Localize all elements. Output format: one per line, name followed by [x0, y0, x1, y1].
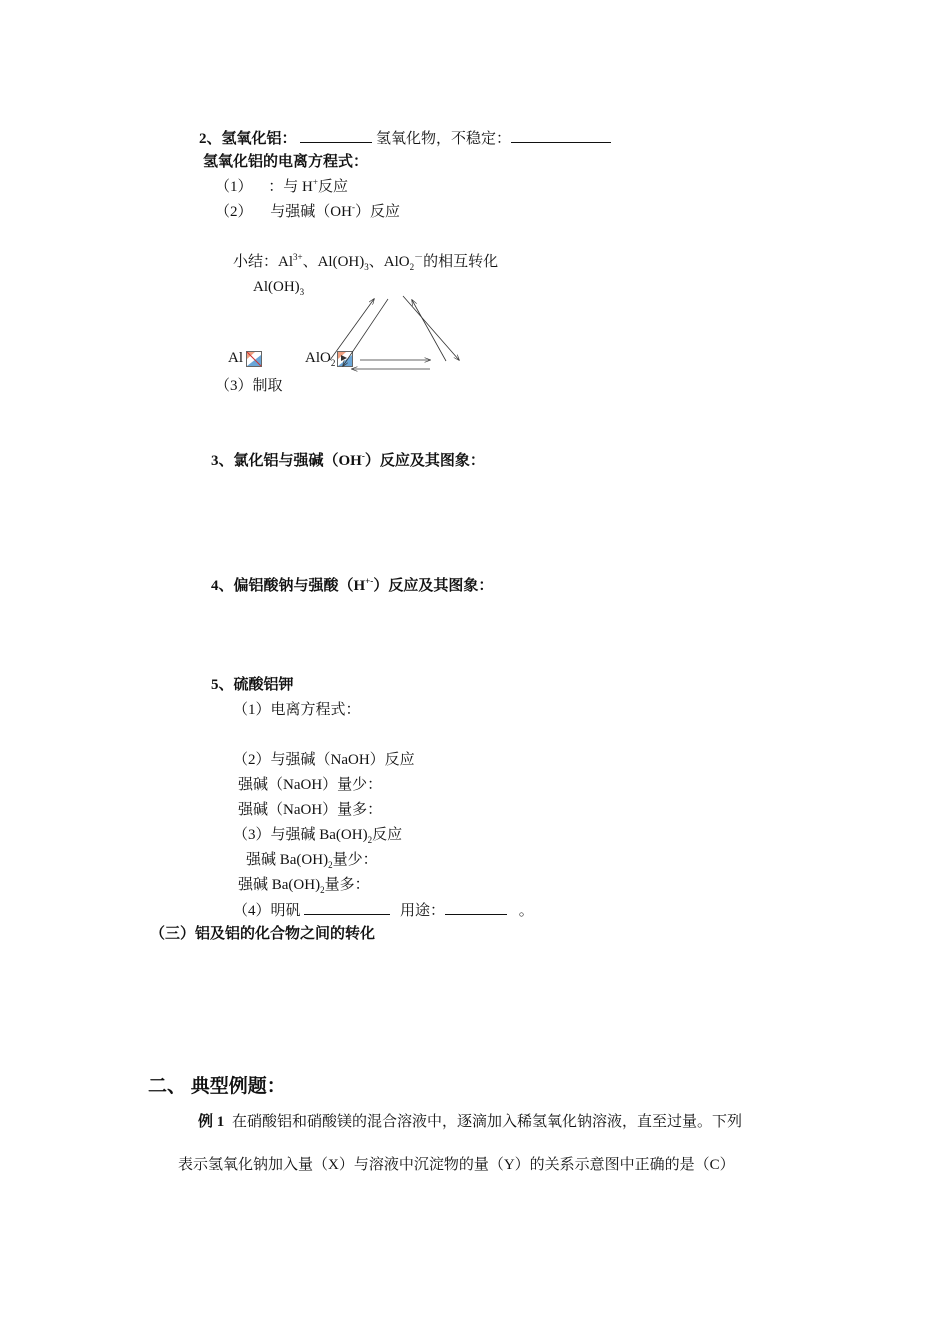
subscript: 2 [330, 358, 336, 368]
item-1-tail: 反应 [317, 179, 348, 195]
section-three-heading: （三）铝及铝的化合物之间的转化 [150, 926, 376, 942]
s5-line-8 [233, 900, 534, 920]
summary-prefix: 小结：Al [233, 254, 294, 270]
subscript: 2 [367, 835, 373, 845]
s5-line-8-mid: 用途： [400, 903, 446, 919]
conversion-arrows [0, 0, 950, 420]
summary-text: 、AlO [368, 254, 410, 270]
blank-field[interactable] [445, 900, 507, 915]
s5-line-7-text: 强碱 Ba(OH) [238, 877, 321, 893]
item-1-number: （1） [215, 179, 253, 195]
s5-line-6-tail: 量少： [332, 852, 378, 868]
superscript: － [414, 252, 424, 262]
s5-line-5-text: （3）与强碱 Ba(OH) [233, 827, 368, 843]
section-3-heading [211, 452, 485, 470]
s5-line-7-tail: 量多： [324, 877, 370, 893]
s5-line-7 [238, 876, 370, 894]
arrow-alo2-to-aloh3 [412, 300, 446, 361]
s5-line-1: （1）电离方程式： [233, 702, 361, 718]
summary-text: 、Al(OH) [302, 254, 365, 270]
s5-line-3: 强碱（NaOH）量少： [238, 777, 383, 793]
subscript: 3 [364, 262, 369, 272]
superscript: 3+ [293, 252, 303, 262]
subscript: 2 [320, 885, 325, 895]
section-4-heading [211, 577, 493, 595]
superscript: - [361, 451, 365, 461]
blank-field[interactable] [304, 900, 390, 915]
s5-line-8-tail: 。 [518, 903, 534, 919]
superscript: - [351, 202, 355, 212]
s5-line-8-text: （4）明矾 [233, 903, 301, 919]
s5-line-6-text: 强碱 Ba(OH) [246, 852, 329, 868]
ionization-title: 氢氧化铝的电离方程式： [203, 154, 369, 170]
item-2-text: 与强碱（OH [270, 204, 352, 220]
section-3-title: 3、氯化铝与强碱（OH [211, 453, 362, 469]
s5-line-5-tail: 反应 [372, 827, 403, 843]
section-5-heading: 5、硫酸铝钾 [211, 677, 294, 693]
arrow-aloh3-to-alo2 [403, 296, 459, 360]
subscript: 2 [328, 860, 333, 870]
section-3-tail: ）反应及其图象： [364, 453, 485, 469]
superscript: +- [365, 576, 374, 586]
item-2-tail: ）反应 [354, 204, 400, 220]
node-aloh3-text: Al(OH) [253, 279, 300, 295]
section-4-tail: ）反应及其图象： [373, 578, 494, 594]
subscript: 2 [409, 262, 415, 272]
section-2-mid: 氢氧化物，不稳定： [376, 131, 512, 147]
s5-line-6 [246, 851, 378, 869]
example-label: 例 1 [198, 1114, 225, 1130]
s5-line-4: 强碱（NaOH）量多： [238, 802, 383, 818]
item-1-text: ：与 H [268, 179, 313, 195]
example-1-line-2: 表示氢氧化钠加入量（X）与溶液中沉淀物的量（Y）的关系示意图中正确的是（C） [178, 1157, 735, 1173]
summary-tail: 的相互转化 [423, 254, 499, 270]
section-4-title: 4、偏铝酸钠与强酸（H [211, 578, 366, 594]
s5-line-5 [233, 826, 402, 844]
example-1-text: 在硝酸铝和硝酸镁的混合溶液中，逐滴加入稀氢氧化钠溶液，直至过量。下列 [232, 1114, 743, 1130]
s5-line-2: （2）与强碱（NaOH）反应 [233, 752, 415, 768]
subscript: 3 [299, 287, 305, 297]
item-3: （3）制取 [215, 378, 283, 394]
section-2-title: 2、氢氧化铝： [199, 131, 297, 147]
superscript: + [312, 177, 318, 187]
example-1-line-1 [198, 1113, 742, 1131]
node-al: Al [228, 350, 243, 366]
item-2-number: （2） [215, 204, 253, 220]
node-alo2-text: AlO [305, 350, 331, 366]
part-2-heading: 二、 典型例题： [148, 1076, 286, 1097]
